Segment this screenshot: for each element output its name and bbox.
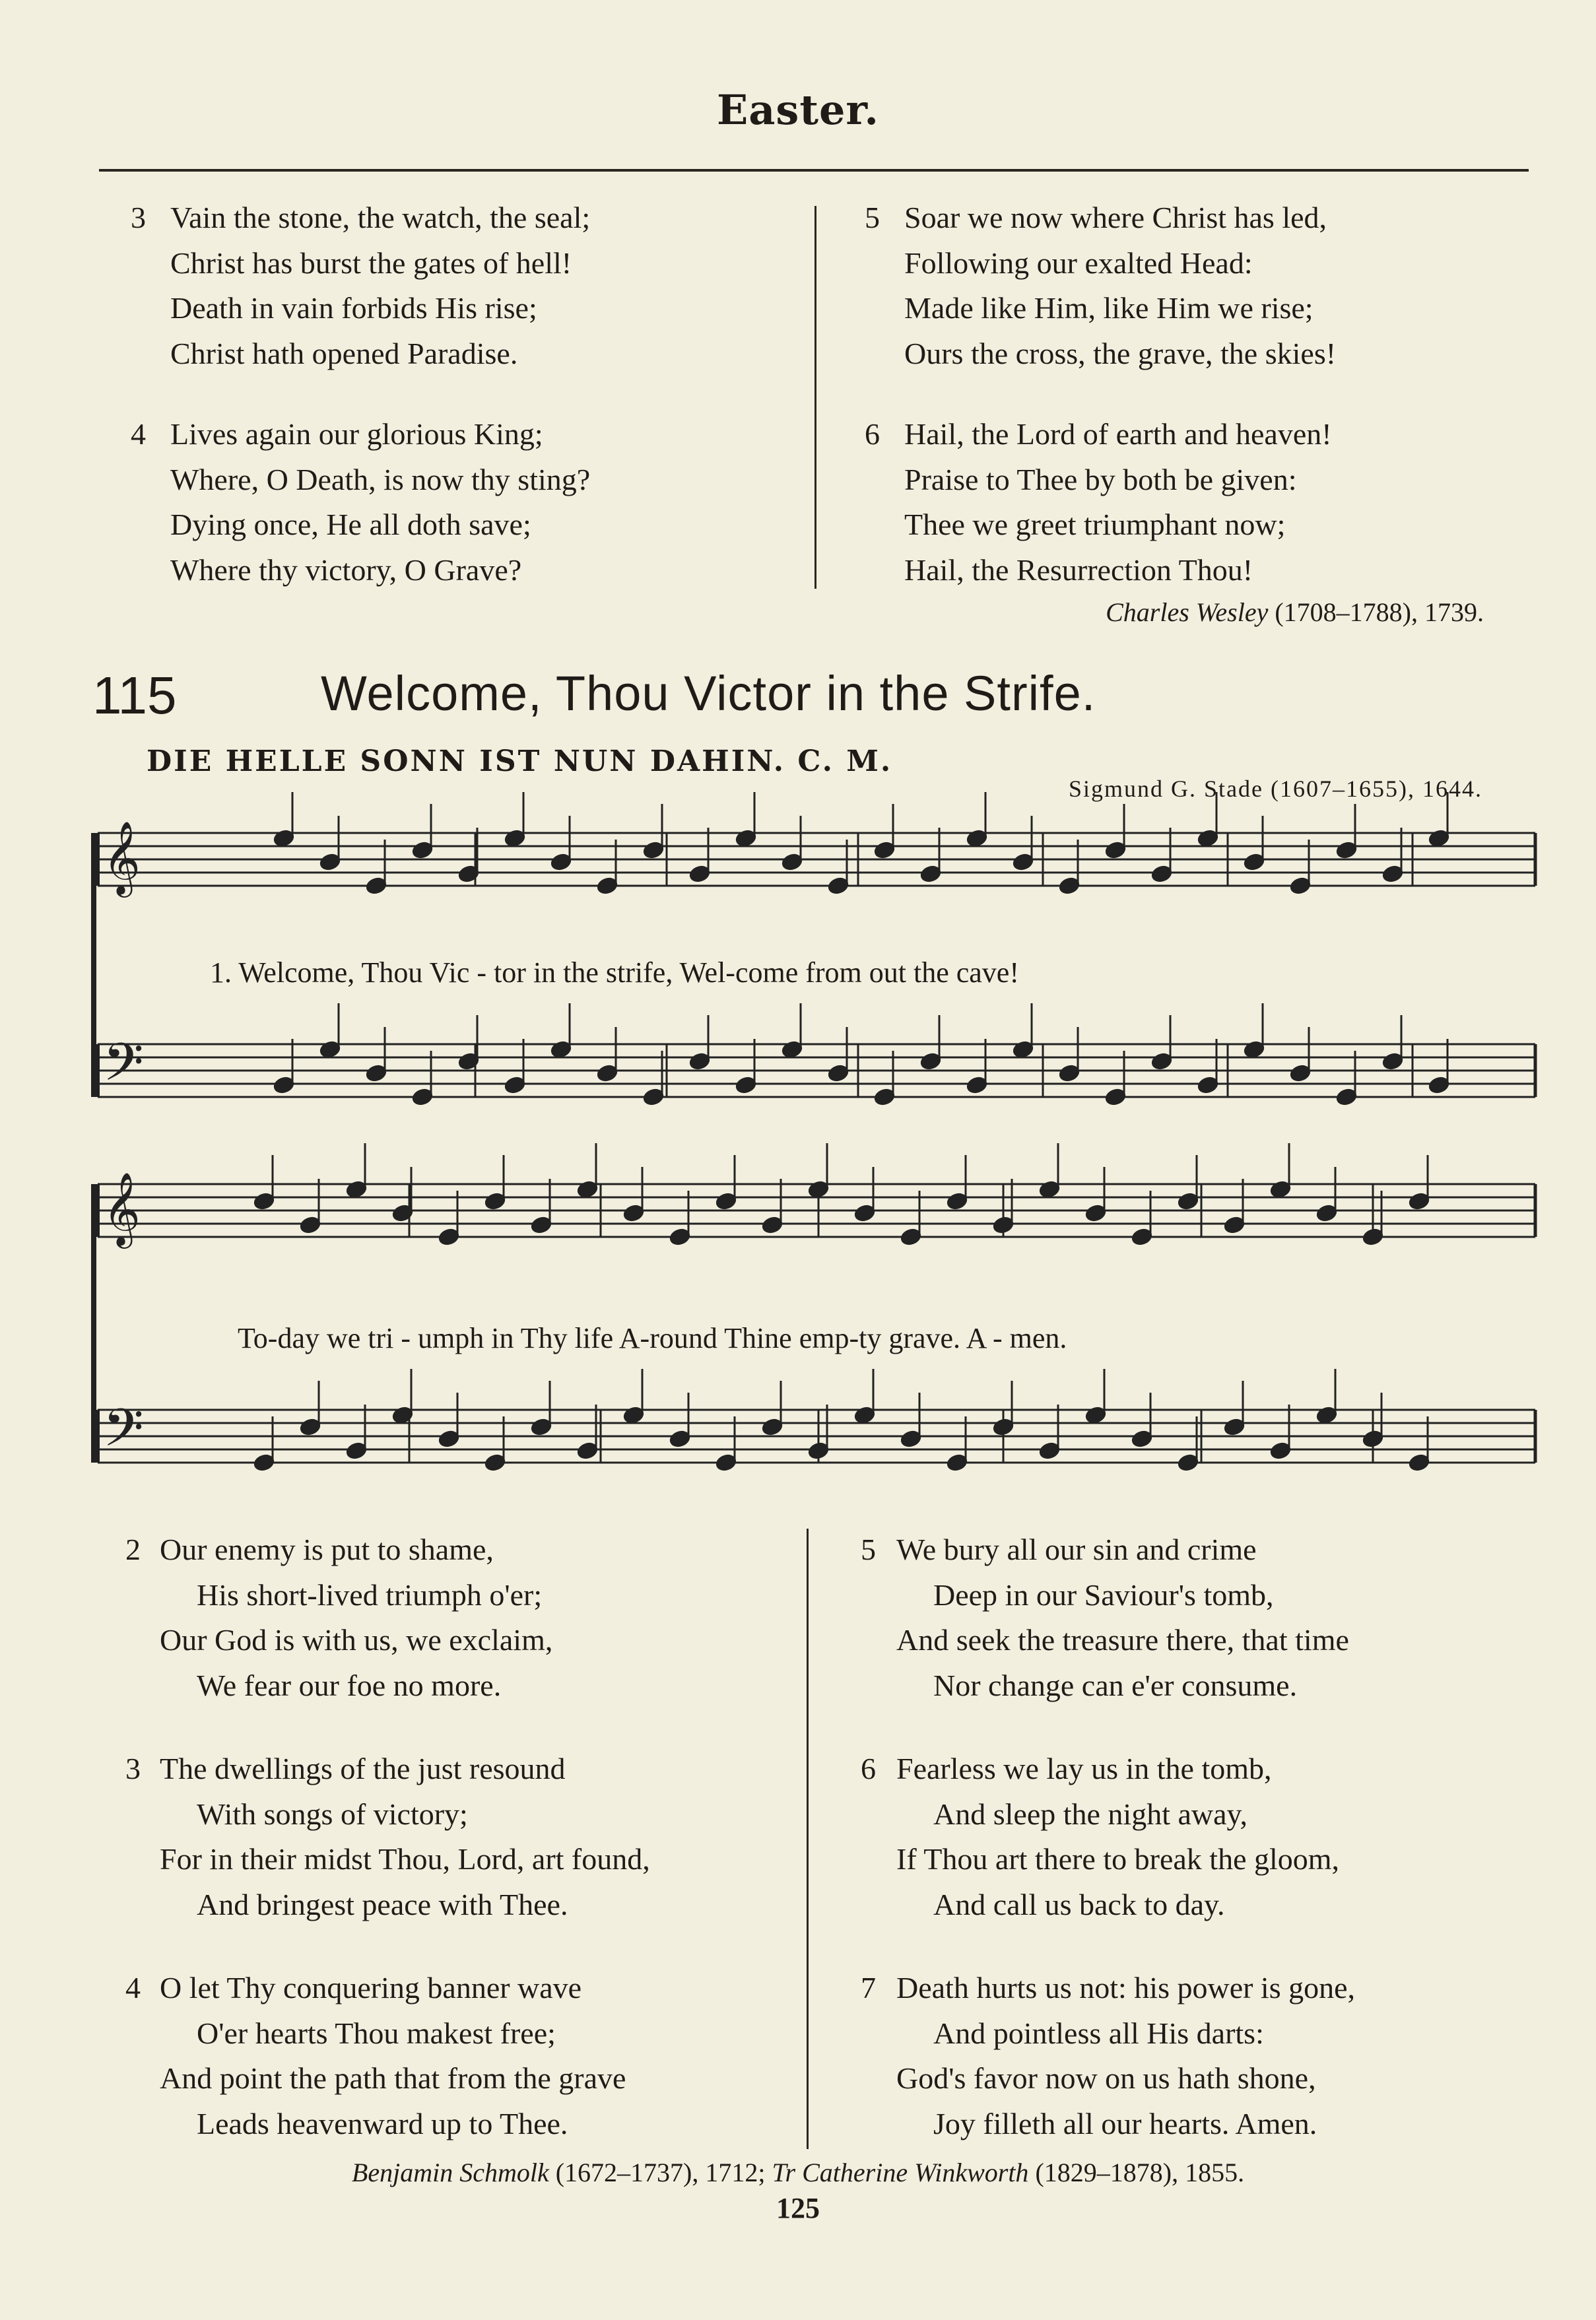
stanza-line: Where thy victory, O Grave?	[170, 552, 522, 587]
hymn-title: Welcome, Thou Victor in the Strife.	[321, 666, 1096, 721]
lyrics-line-1: 1. Welcome, Thou Vic - tor in the strife, Wel-come from out the cave!	[210, 956, 1019, 989]
stanza-line: Praise to Thee by both be given:	[904, 462, 1297, 496]
stanza-number: 4	[125, 1971, 141, 2005]
stanza-line: Joy filleth all our hearts. Amen.	[933, 2106, 1317, 2140]
stanza-line: We fear our foe no more.	[197, 1668, 502, 1702]
stanza-line: O'er hearts Thou makest free;	[197, 2016, 556, 2050]
hymn-number: 115	[92, 666, 177, 725]
stanza-115-5	[861, 1527, 1527, 1708]
stanza-line: Deep in our Saviour's tomb,	[933, 1577, 1274, 1612]
stanza-line: Ours the cross, the grave, the skies!	[904, 336, 1337, 370]
stanza-line: O let Thy conquering banner wave	[160, 1971, 582, 2005]
treble-clef-icon: 𝄞	[103, 1172, 141, 1245]
stanza-line: God's favor now on us hath shone,	[896, 2061, 1316, 2095]
stanza-line: Hail, the Lord of earth and heaven!	[904, 417, 1332, 451]
stanza-115-7	[861, 1966, 1527, 2146]
translator-name: Catherine Winkworth	[802, 2158, 1029, 2187]
stanza-line: Vain the stone, the watch, the seal;	[170, 201, 591, 234]
stanza-line: Death in vain forbids His rise;	[170, 291, 537, 325]
stanza-line: And pointless all His darts:	[933, 2016, 1264, 2050]
treble-clef-icon: 𝄞	[103, 820, 141, 894]
stanza-line: Thee we greet triumphant now;	[904, 508, 1286, 541]
stanza-115-6	[861, 1746, 1527, 1927]
stanza-number: 4	[131, 417, 146, 451]
stanza-line: Made like Him, like Him we rise;	[904, 291, 1313, 325]
stanza-line: His short-lived triumph o'er;	[197, 1577, 543, 1612]
author-dates: (1708–1788), 1739.	[1275, 597, 1484, 627]
stanza-line: Hail, the Resurrection Thou!	[904, 552, 1253, 587]
stanza-115-2	[125, 1527, 785, 1708]
stanza-line: Death hurts us not: his power is gone,	[896, 1971, 1356, 2005]
stanza-line: And call us back to day.	[933, 1887, 1225, 1921]
author-name: Charles Wesley	[1106, 597, 1269, 627]
stanza-line: Christ has burst the gates of hell!	[170, 246, 572, 280]
stanza-number: 2	[125, 1533, 141, 1566]
translator-prefix: Tr	[772, 2158, 796, 2187]
stanza-line: Soar we now where Christ has led,	[904, 201, 1327, 234]
translator-dates: (1829–1878), 1855.	[1035, 2158, 1245, 2187]
stanza-line: We bury all our sin and crime	[896, 1533, 1257, 1566]
stanza-line: Our enemy is put to shame,	[160, 1533, 494, 1566]
bass-clef-icon: 𝄢	[103, 1397, 144, 1471]
stanza-number: 6	[861, 1752, 876, 1785]
column-divider-bottom	[807, 1529, 809, 2149]
lyrics-line-2: To-day we tri - umph in Thy life A-round Thine emp-ty grave. A - men.	[238, 1322, 1067, 1354]
stanza-line: For in their midst Thou, Lord, art found,	[160, 1842, 650, 1876]
stanza-number: 3	[131, 201, 146, 234]
attribution-115	[0, 2157, 1596, 2188]
stanza-line: Christ hath opened Paradise.	[170, 336, 518, 370]
stanza-115-4	[125, 1966, 785, 2146]
stanza-line: And bringest peace with Thee.	[197, 1887, 568, 1921]
author-dates: (1672–1737), 1712;	[555, 2158, 766, 2187]
stanza-line: If Thou art there to break the gloom,	[896, 1842, 1340, 1876]
author-name: Benjamin Schmolk	[351, 2158, 549, 2187]
stanza-line: Leads heavenward up to Thee.	[197, 2106, 568, 2140]
stanza-line: Fearless we lay us in the tomb,	[896, 1752, 1272, 1785]
stanza-number: 7	[861, 1971, 876, 2005]
stanza-line: And sleep the night away,	[933, 1797, 1248, 1831]
stanza-line: The dwellings of the just resound	[160, 1752, 566, 1785]
bass-clef-icon: 𝄢	[103, 1032, 144, 1106]
stanza-number: 5	[861, 1533, 876, 1566]
tune-name: DIE HELLE SONN IST NUN DAHIN. C. M.	[147, 745, 893, 778]
stanza-number: 5	[865, 201, 880, 234]
running-head: Easter.	[717, 86, 879, 134]
stanza-line: Nor change can e'er consume.	[933, 1668, 1298, 1702]
stanza-number: 6	[865, 417, 880, 451]
stanza-line: Lives again our glorious King;	[170, 417, 543, 451]
stanza-number: 3	[125, 1752, 141, 1785]
stanza-115-3	[125, 1746, 792, 1927]
stanza-line: Where, O Death, is now thy sting?	[170, 462, 591, 496]
stanza-line: Our God is with us, we exclaim,	[160, 1623, 553, 1657]
stanza-line: With songs of victory;	[197, 1797, 468, 1831]
stanza-line: Dying once, He all doth save;	[170, 508, 531, 541]
composer: Sigmund G. Stade (1607–1655), 1644.	[1069, 776, 1482, 802]
stanza-line: And seek the treasure there, that time	[896, 1623, 1349, 1657]
stanza-line: Following our exalted Head:	[904, 246, 1253, 280]
stanza-line: And point the path that from the grave	[160, 2061, 626, 2095]
page-number: 125	[776, 2192, 820, 2224]
